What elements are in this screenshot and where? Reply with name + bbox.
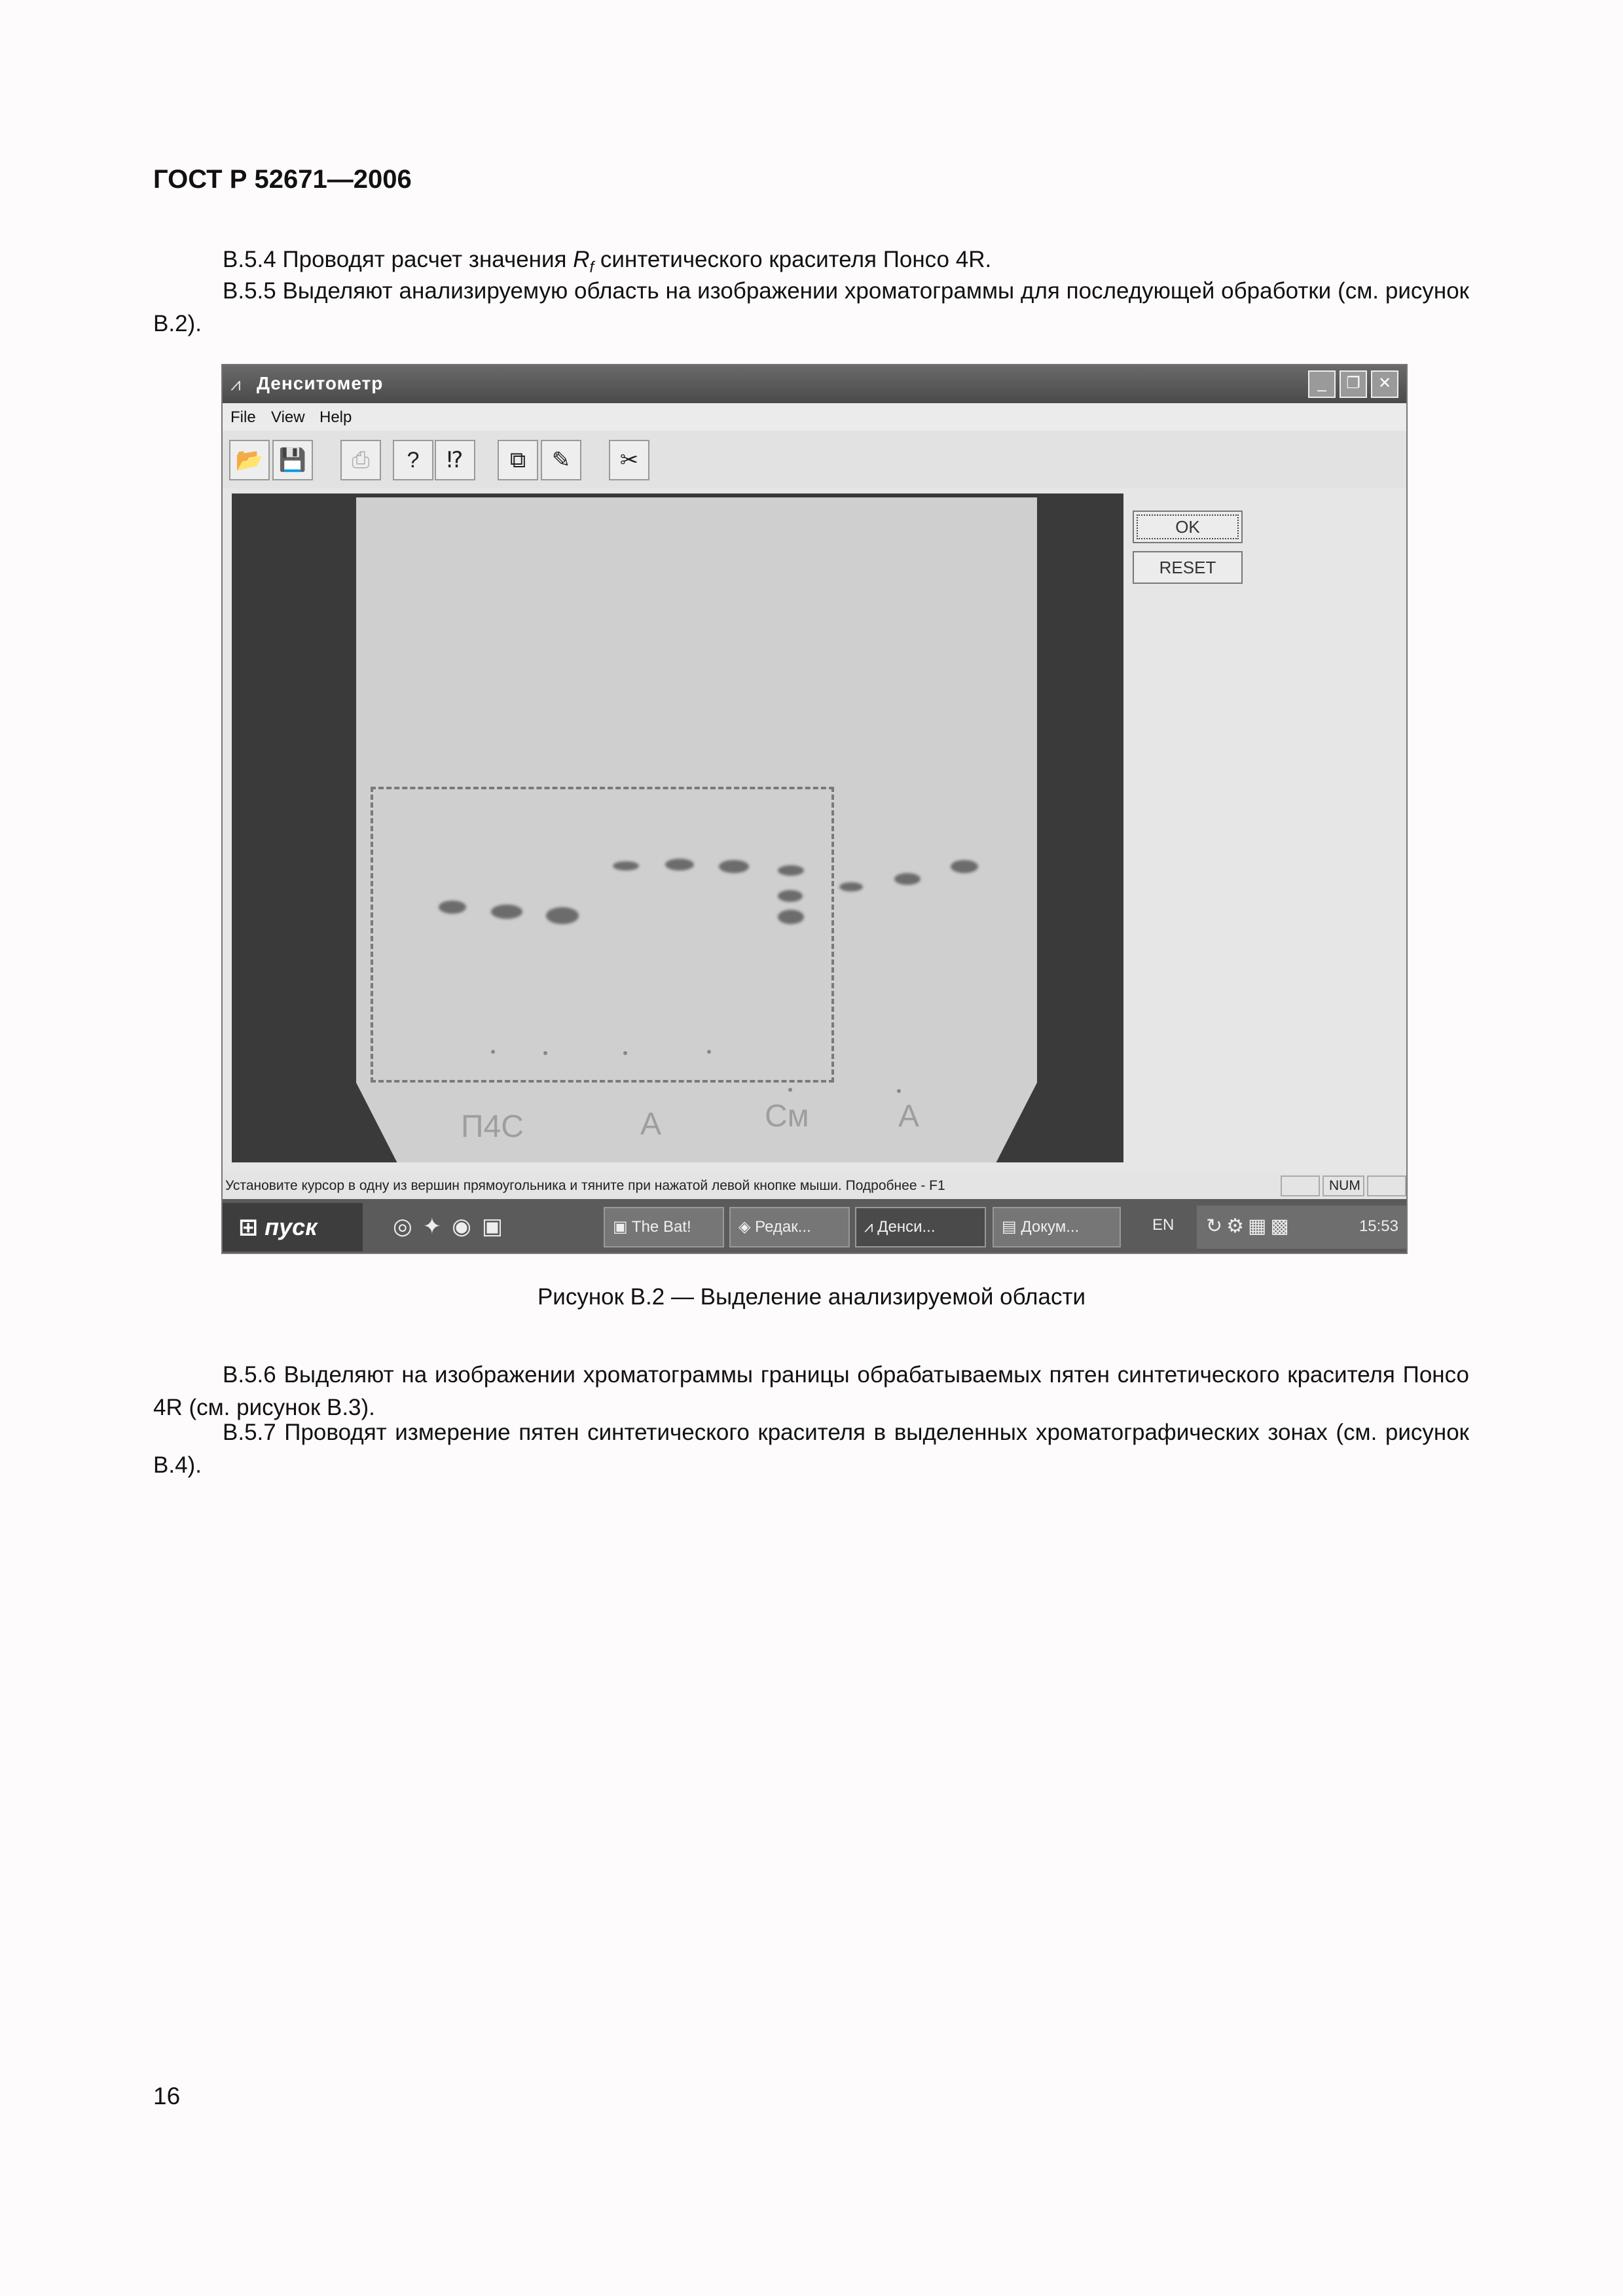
chromatogram-spot bbox=[665, 859, 694, 870]
origin-dot bbox=[707, 1050, 711, 1054]
task-editor[interactable]: ◈ Редак... bbox=[729, 1207, 850, 1247]
rf-symbol: $R_f$ bbox=[573, 247, 594, 276]
figure-caption: Рисунок В.2 — Выделение анализируемой области bbox=[537, 1284, 1086, 1310]
chromatogram-image[interactable] bbox=[232, 493, 1123, 1162]
menu-view[interactable]: View bbox=[271, 408, 305, 426]
task-thebat[interactable]: ▣ The Bat! bbox=[604, 1207, 724, 1247]
origin-dot bbox=[897, 1089, 901, 1093]
start-button[interactable]: ⊞ пуск bbox=[223, 1203, 363, 1251]
title-bar bbox=[223, 365, 1406, 403]
maximize-button[interactable]: ❐ bbox=[1340, 370, 1367, 398]
chromatogram-spot bbox=[613, 861, 639, 870]
num-indicator: NUM bbox=[1322, 1175, 1364, 1196]
chromatogram-spot bbox=[546, 907, 579, 924]
workspace bbox=[223, 488, 1406, 1173]
close-button[interactable]: ✕ bbox=[1371, 370, 1398, 398]
open-icon[interactable]: 📂 bbox=[229, 440, 270, 480]
status-cell bbox=[1367, 1175, 1406, 1196]
language-indicator[interactable]: EN bbox=[1152, 1216, 1175, 1234]
selection-rectangle[interactable] bbox=[371, 787, 834, 1083]
origin-dot bbox=[623, 1051, 627, 1055]
plate-label: См bbox=[765, 1099, 809, 1134]
window-title: Денситометр bbox=[257, 373, 384, 393]
quick-launch-icons[interactable]: ◎✦◉▣ bbox=[393, 1214, 513, 1239]
quick-launch[interactable] bbox=[393, 1213, 513, 1240]
chromatogram-spot bbox=[894, 873, 921, 885]
status-message: Установите курсор в одну из вершин прямоугольника и тяните при нажатой левой кнопке мыши. Подробнее - F1 bbox=[225, 1178, 945, 1193]
help-icon[interactable]: ? bbox=[393, 440, 433, 480]
menu-file[interactable]: File bbox=[230, 408, 256, 426]
toolbar bbox=[223, 431, 1406, 490]
app-logo-icon: ⩘ bbox=[230, 374, 241, 394]
plate-label: П4С bbox=[461, 1109, 524, 1144]
clock: 15:53 bbox=[1359, 1217, 1398, 1235]
save-icon[interactable]: 💾 bbox=[272, 440, 313, 480]
menu-help[interactable]: Help bbox=[319, 408, 352, 426]
chromatogram-spot bbox=[778, 865, 804, 876]
status-cell bbox=[1281, 1175, 1320, 1196]
task-densitometer[interactable]: ⩘ Денси... bbox=[855, 1207, 986, 1247]
task-document[interactable]: ▤ Докум... bbox=[993, 1207, 1121, 1247]
page-number: 16 bbox=[153, 2083, 181, 2109]
taskbar bbox=[223, 1199, 1406, 1254]
standard-header: ГОСТ Р 52671—2006 bbox=[153, 165, 412, 194]
chromatogram-spot bbox=[951, 860, 978, 873]
reset-button[interactable]: RESET bbox=[1133, 551, 1243, 584]
plate-label: А bbox=[640, 1107, 662, 1141]
paragraph-b54: В.5.4 Проводят расчет значения $R_f$ синтетического красителя Понсо 4R. bbox=[223, 247, 992, 276]
minimize-button[interactable]: _ bbox=[1308, 370, 1336, 398]
chromatogram-spot bbox=[778, 910, 804, 924]
menu-bar bbox=[223, 403, 1406, 431]
windows-logo-icon: ⊞ bbox=[238, 1213, 265, 1240]
paragraph-b57: В.5.7 Проводят измерение пятен синтетического красителя в выделенных хроматографических зонах (см. рисунок В.4). bbox=[153, 1420, 1469, 1478]
chromatogram-spot bbox=[778, 890, 803, 902]
chromatogram-spot bbox=[839, 882, 863, 891]
densitometer-screenshot bbox=[221, 364, 1408, 1254]
tray-icons[interactable]: ↻⚙▦▩ bbox=[1206, 1215, 1293, 1237]
print-icon[interactable]: ⎙ bbox=[340, 440, 381, 480]
status-bar bbox=[223, 1173, 1406, 1199]
process-icon[interactable]: ✂ bbox=[609, 440, 649, 480]
chromatogram-spot bbox=[719, 860, 749, 873]
chromatogram-spot bbox=[491, 905, 522, 919]
chromatogram-spot bbox=[439, 901, 466, 914]
origin-dot bbox=[788, 1088, 792, 1092]
context-help-icon[interactable]: ⁉ bbox=[435, 440, 475, 480]
origin-dot bbox=[543, 1051, 547, 1055]
plate-label: А bbox=[898, 1099, 920, 1134]
ok-button[interactable]: OK bbox=[1133, 511, 1243, 543]
origin-dot bbox=[491, 1050, 495, 1054]
image-edit-icon[interactable]: ✎ bbox=[541, 440, 581, 480]
paragraph-b56: В.5.6 Выделяют на изображении хроматограммы границы обрабатываемых пятен синтетического красителя Понсо 4R (см. рисунок В.3). bbox=[153, 1362, 1469, 1420]
paragraph-b55: В.5.5 Выделяют анализируемую область на изображении хроматограммы для последующей обработки (см. рисунок В.2). bbox=[153, 278, 1469, 336]
image-export-icon[interactable]: ⧉ bbox=[498, 440, 538, 480]
system-tray bbox=[1197, 1206, 1408, 1249]
